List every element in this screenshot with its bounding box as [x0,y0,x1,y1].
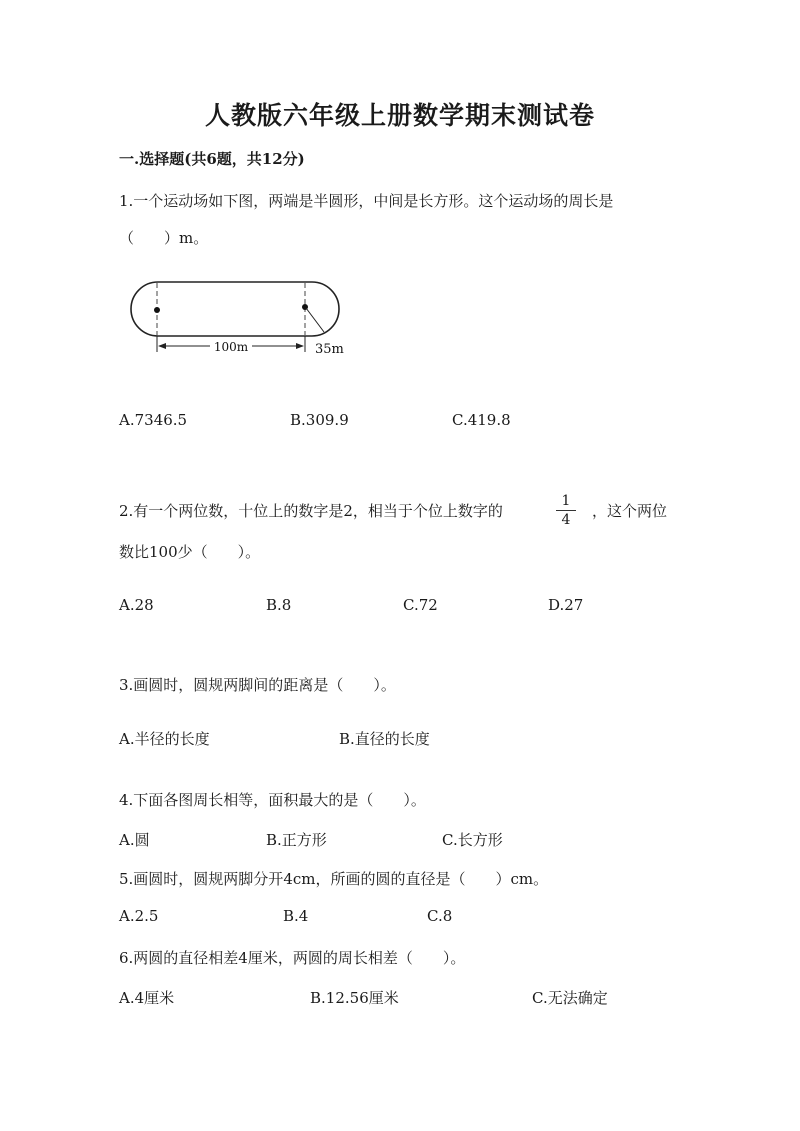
question-6-text: 6.两圆的直径相差4厘米，两圆的周长相差（ ）。 [119,949,466,967]
question-2-text: 2.有一个两位数，十位上的数字是2，相当于个位上数字的 [119,502,503,520]
q4-option-b[interactable]: B.正方形 [266,831,327,849]
q5-option-c[interactable]: C.8 [427,907,453,925]
fraction-denominator: 4 [561,512,571,528]
question-5-text: 5.画圆时，圆规两脚分开4cm，所画的圆的直径是（ ）cm。 [119,870,549,888]
fraction-numerator: 1 [561,493,571,509]
fraction-bar [556,510,576,511]
radius-label: 35m [315,342,344,357]
question-1-text-cont: （ ）m。 [119,229,209,247]
fraction-one-quarter [556,493,576,528]
section-heading: 一.选择题(共6题，共12分) [119,150,305,168]
q6-option-b[interactable]: B.12.56厘米 [310,989,399,1007]
question-2-text-cont: 数比100少（ ）。 [119,543,261,561]
q4-option-a[interactable]: A.圆 [119,831,150,849]
track-diagram [128,276,358,362]
length-label: 100m [213,340,249,354]
q4-option-c[interactable]: C.长方形 [442,831,503,849]
question-3-text: 3.画圆时，圆规两脚间的距离是（ ）。 [119,676,396,694]
q1-option-c[interactable]: C.419.8 [452,411,511,429]
dimension-arrow-right [296,343,304,349]
q5-option-a[interactable]: A.2.5 [119,907,159,925]
q3-option-a[interactable]: A.半径的长度 [119,730,210,748]
page-title: 人教版六年级上册数学期末测试卷 [204,101,595,130]
question-1-text: 1.一个运动场如下图，两端是半圆形，中间是长方形。这个运动场的周长是 [119,192,614,210]
q6-option-a[interactable]: A.4厘米 [119,989,175,1007]
question-2-text-tail: ，这个两位 [592,502,668,520]
q1-option-b[interactable]: B.309.9 [290,411,349,429]
q2-option-a[interactable]: A.28 [119,596,154,614]
question-4-text: 4.下面各图周长相等，面积最大的是（ ）。 [119,791,426,809]
track-outline [131,282,339,336]
dimension-arrow-left [158,343,166,349]
q2-option-d[interactable]: D.27 [548,596,584,614]
left-center-dot [154,307,160,313]
radius-line [306,308,324,332]
q1-option-a[interactable]: A.7346.5 [119,411,188,429]
q2-option-c[interactable]: C.72 [403,596,438,614]
q5-option-b[interactable]: B.4 [283,907,309,925]
q3-option-b[interactable]: B.直径的长度 [339,730,430,748]
q6-option-c[interactable]: C.无法确定 [532,989,608,1007]
q2-option-b[interactable]: B.8 [266,596,292,614]
